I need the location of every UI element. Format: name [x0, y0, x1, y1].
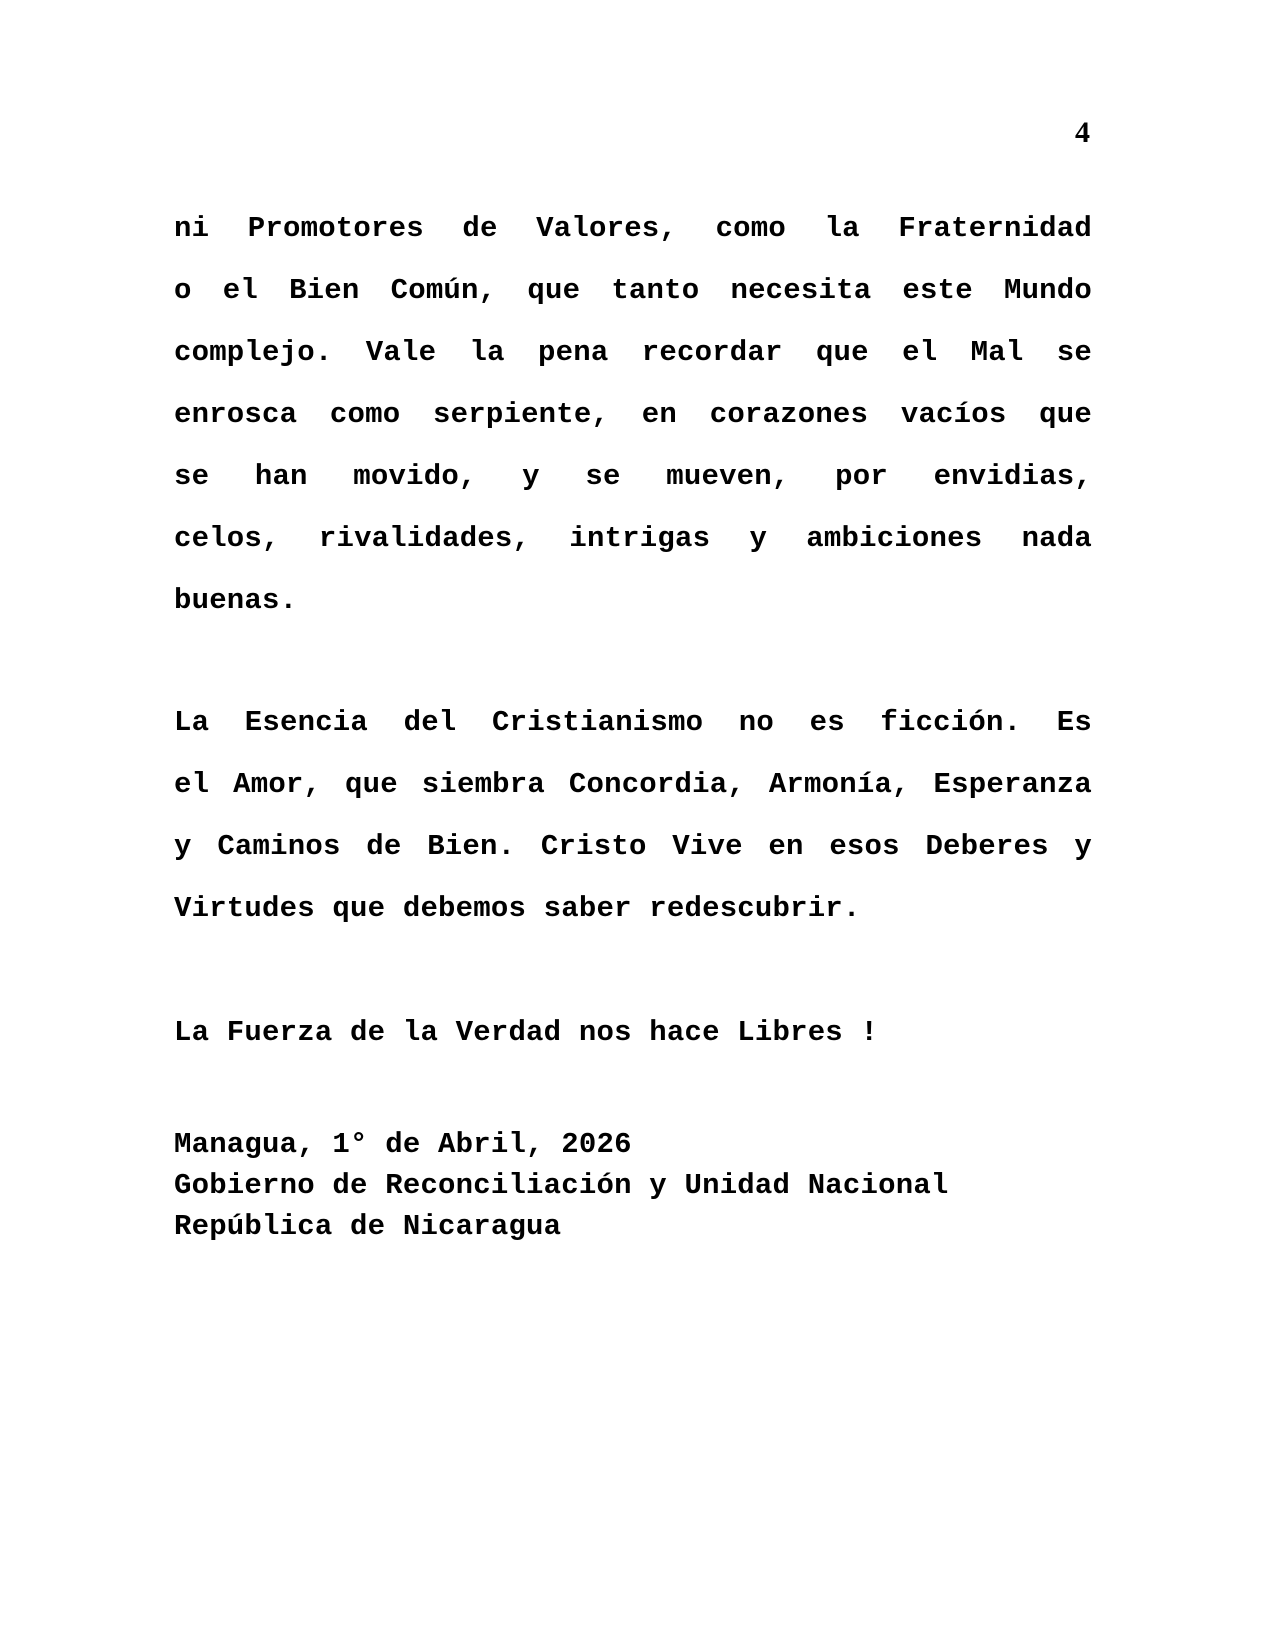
text-line: o el Bien Común, que tanto necesita este Mundo: [174, 274, 1092, 307]
text-line: buenas.: [174, 584, 298, 617]
text-line: celos, rivalidades, intrigas y ambiciones nada: [174, 522, 1092, 555]
page-number: 4: [1075, 116, 1090, 149]
text-line: enrosca como serpiente, en corazones vacíos que: [174, 398, 1092, 431]
paragraph-3-motto: [174, 1002, 1092, 1064]
signature-block: [174, 1124, 949, 1247]
government-name: Gobierno de Reconciliación y Unidad Nacional: [174, 1169, 949, 1202]
text-line: La Fuerza de la Verdad nos hace Libres !: [174, 1016, 879, 1049]
text-line: y Caminos de Bien. Cristo Vive en esos Deberes y: [174, 830, 1092, 863]
country-name: República de Nicaragua: [174, 1210, 562, 1243]
place-date: Managua, 1° de Abril, 2026: [174, 1128, 632, 1161]
text-line: el Amor, que siembra Concordia, Armonía, Esperanza: [174, 768, 1092, 801]
text-line: se han movido, y se mueven, por envidias,: [174, 460, 1092, 493]
paragraph-2: [174, 692, 1092, 940]
text-line: ni Promotores de Valores, como la Fraternidad: [174, 212, 1092, 245]
text-line: La Esencia del Cristianismo no es ficción. Es: [174, 706, 1092, 739]
paragraph-1: [174, 198, 1092, 632]
text-line: complejo. Vale la pena recordar que el Mal se: [174, 336, 1092, 369]
text-line: Virtudes que debemos saber redescubrir.: [174, 892, 861, 925]
